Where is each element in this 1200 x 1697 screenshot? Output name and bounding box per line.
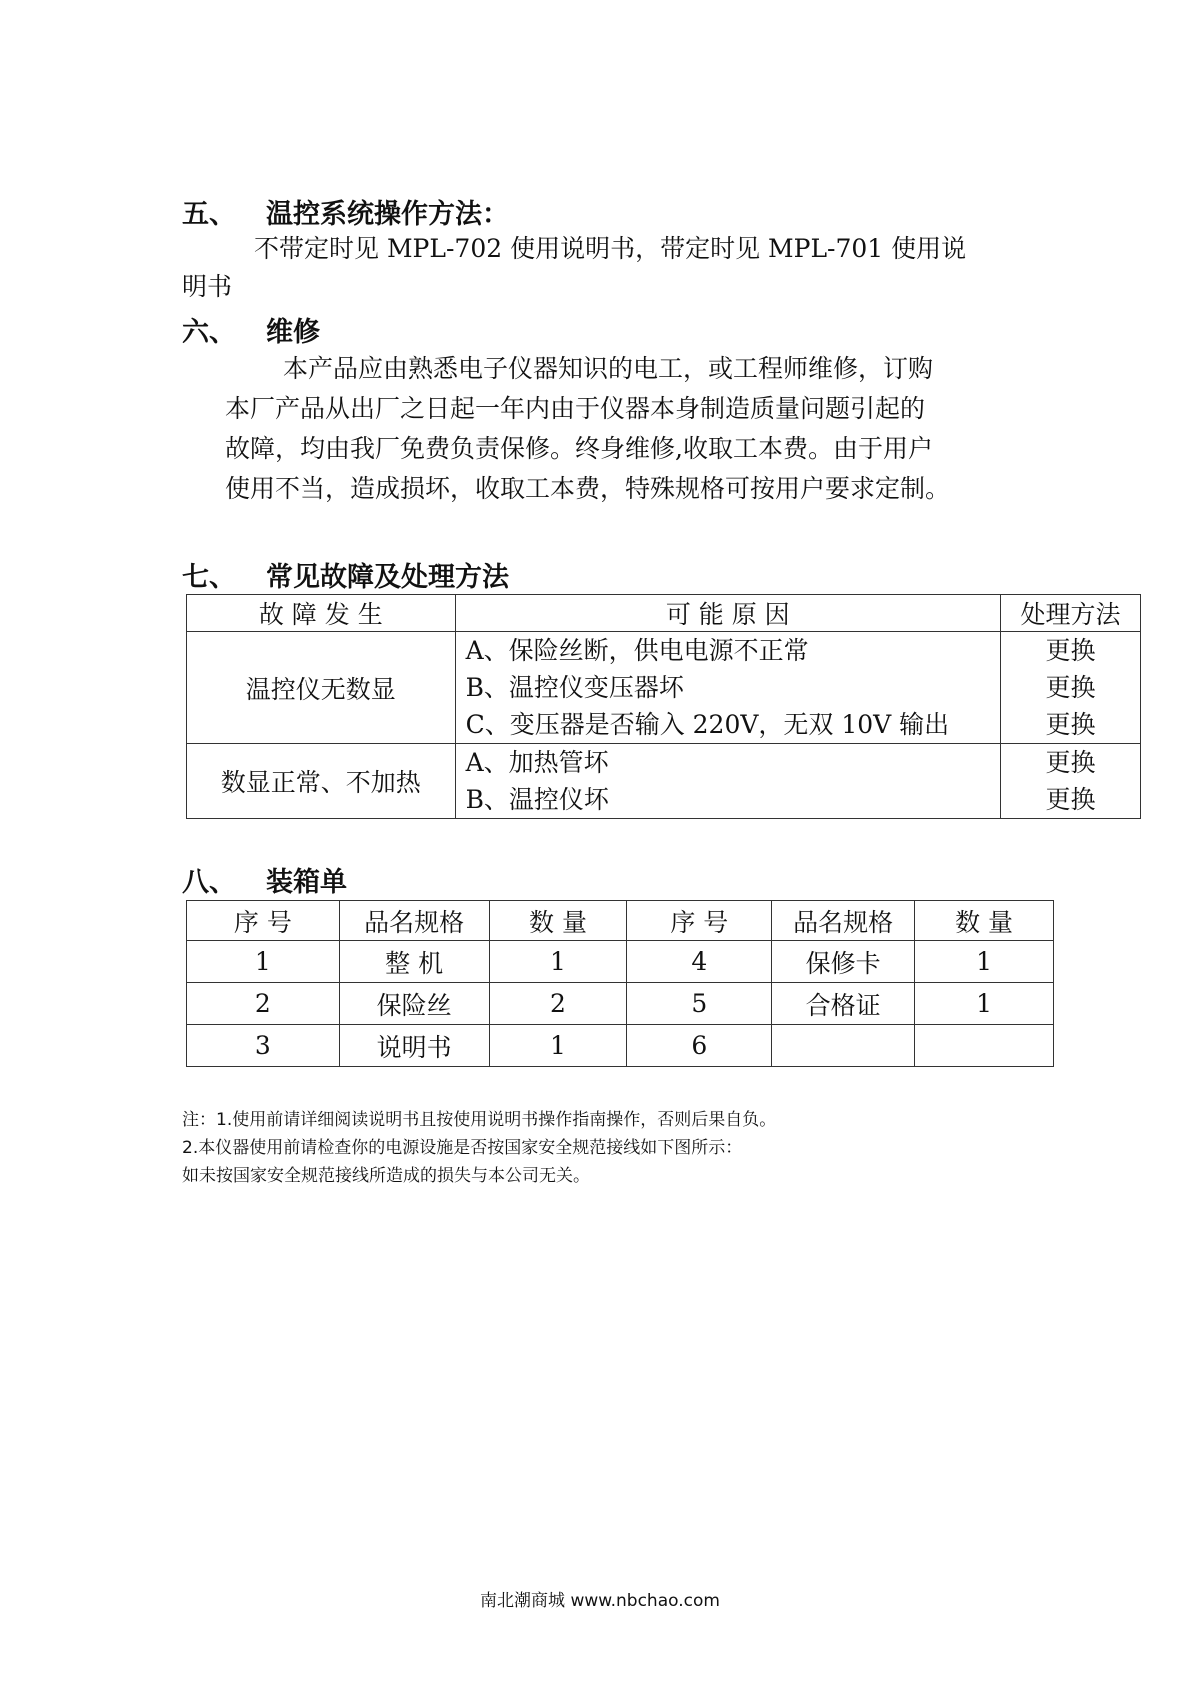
cell: 1 [489, 1025, 627, 1067]
cell: 3 [187, 1025, 340, 1067]
action-line: 更换 [1045, 748, 1096, 777]
packing-table [186, 900, 1054, 1067]
header-seq: 序 号 [187, 901, 340, 941]
section5-line2: 明书 [182, 272, 233, 301]
header-cause: 可 能 原 因 [455, 595, 1000, 632]
section8-title: 装箱单 [266, 867, 347, 898]
cell: 说明书 [339, 1025, 489, 1067]
note-line-1: 2.本仪器使用前请检查你的电源设施是否按国家安全规范接线如下图所示： [182, 1138, 743, 1158]
packing-row [187, 1025, 1054, 1067]
cause-line: B、温控仪变压器坏 [465, 673, 684, 702]
cell: 保险丝 [339, 983, 489, 1025]
packing-row [187, 983, 1054, 1025]
action-line: 更换 [1045, 785, 1096, 814]
packing-table-header [187, 901, 1054, 941]
action-cell [1000, 632, 1140, 744]
cell: 合格证 [772, 983, 915, 1025]
cell [772, 1025, 915, 1067]
section6-title: 维修 [266, 317, 320, 348]
action-line: 更换 [1045, 673, 1096, 702]
cell: 整 机 [339, 941, 489, 983]
cause-line: A、保险丝断，供电电源不正常 [465, 636, 809, 665]
header-item: 品名规格 [772, 901, 915, 941]
cell: 保修卡 [772, 941, 915, 983]
cell: 2 [489, 983, 627, 1025]
fault-row-0 [187, 632, 1141, 744]
header-qty: 数 量 [489, 901, 627, 941]
fault-cell: 数显正常、不加热 [187, 744, 456, 819]
section7-number: 七、 [182, 562, 236, 593]
section5-title: 温控系统操作方法： [266, 199, 509, 230]
cell: 4 [627, 941, 772, 983]
fault-cell: 温控仪无数显 [187, 632, 456, 744]
cell: 1 [489, 941, 627, 983]
cell: 1 [915, 983, 1054, 1025]
action-cell [1000, 744, 1140, 819]
cause-line: A、加热管坏 [465, 748, 609, 777]
cause-cell [455, 632, 1000, 744]
action-line: 更换 [1045, 710, 1096, 739]
section5-heading [182, 192, 509, 231]
section8-heading [182, 860, 347, 899]
cell: 1 [915, 941, 1054, 983]
fault-row-1 [187, 744, 1141, 819]
header-action: 处理方法 [1000, 595, 1140, 632]
action-line: 更换 [1045, 636, 1096, 665]
section6-heading [182, 310, 320, 349]
header-seq: 序 号 [627, 901, 772, 941]
section7-heading [182, 555, 509, 594]
section7-title: 常见故障及处理方法 [266, 562, 509, 593]
cell: 1 [187, 941, 340, 983]
section6-line-2: 故障，均由我厂免费负责保修。终身维修,收取工本费。由于用户 [225, 434, 933, 463]
cell [915, 1025, 1054, 1067]
header-item: 品名规格 [339, 901, 489, 941]
header-fault: 故 障 发 生 [187, 595, 456, 632]
page-footer: 南北潮商城 www.nbchao.com [480, 1591, 720, 1611]
header-qty: 数 量 [915, 901, 1054, 941]
section6-line-1: 本厂产品从出厂之日起一年内由于仪器本身制造质量问题引起的 [225, 394, 926, 423]
cause-cell [455, 744, 1000, 819]
section6-number: 六、 [182, 317, 236, 348]
cause-line: B、温控仪坏 [465, 785, 609, 814]
cell: 6 [627, 1025, 772, 1067]
section5-line1: 不带定时见 MPL-702 使用说明书，带定时见 MPL-701 使用说 [254, 234, 967, 263]
section8-number: 八、 [182, 867, 236, 898]
note-line-2: 如未按国家安全规范接线所造成的损失与本公司无关。 [182, 1166, 590, 1186]
fault-table-header [187, 595, 1141, 632]
packing-row [187, 941, 1054, 983]
note-line-0: 注：1.使用前请详细阅读说明书且按使用说明书操作指南操作，否则后果自负。 [182, 1110, 777, 1130]
section6-line-3: 使用不当，造成损坏，收取工本费，特殊规格可按用户要求定制。 [225, 474, 951, 503]
cell: 2 [187, 983, 340, 1025]
section5-number: 五、 [182, 199, 236, 230]
cause-line: C、变压器是否输入 220V，无双 10V 输出 [465, 710, 950, 739]
cell: 5 [627, 983, 772, 1025]
fault-table [186, 594, 1141, 819]
section6-line-0: 本产品应由熟悉电子仪器知识的电工，或工程师维修，订购 [283, 354, 934, 383]
